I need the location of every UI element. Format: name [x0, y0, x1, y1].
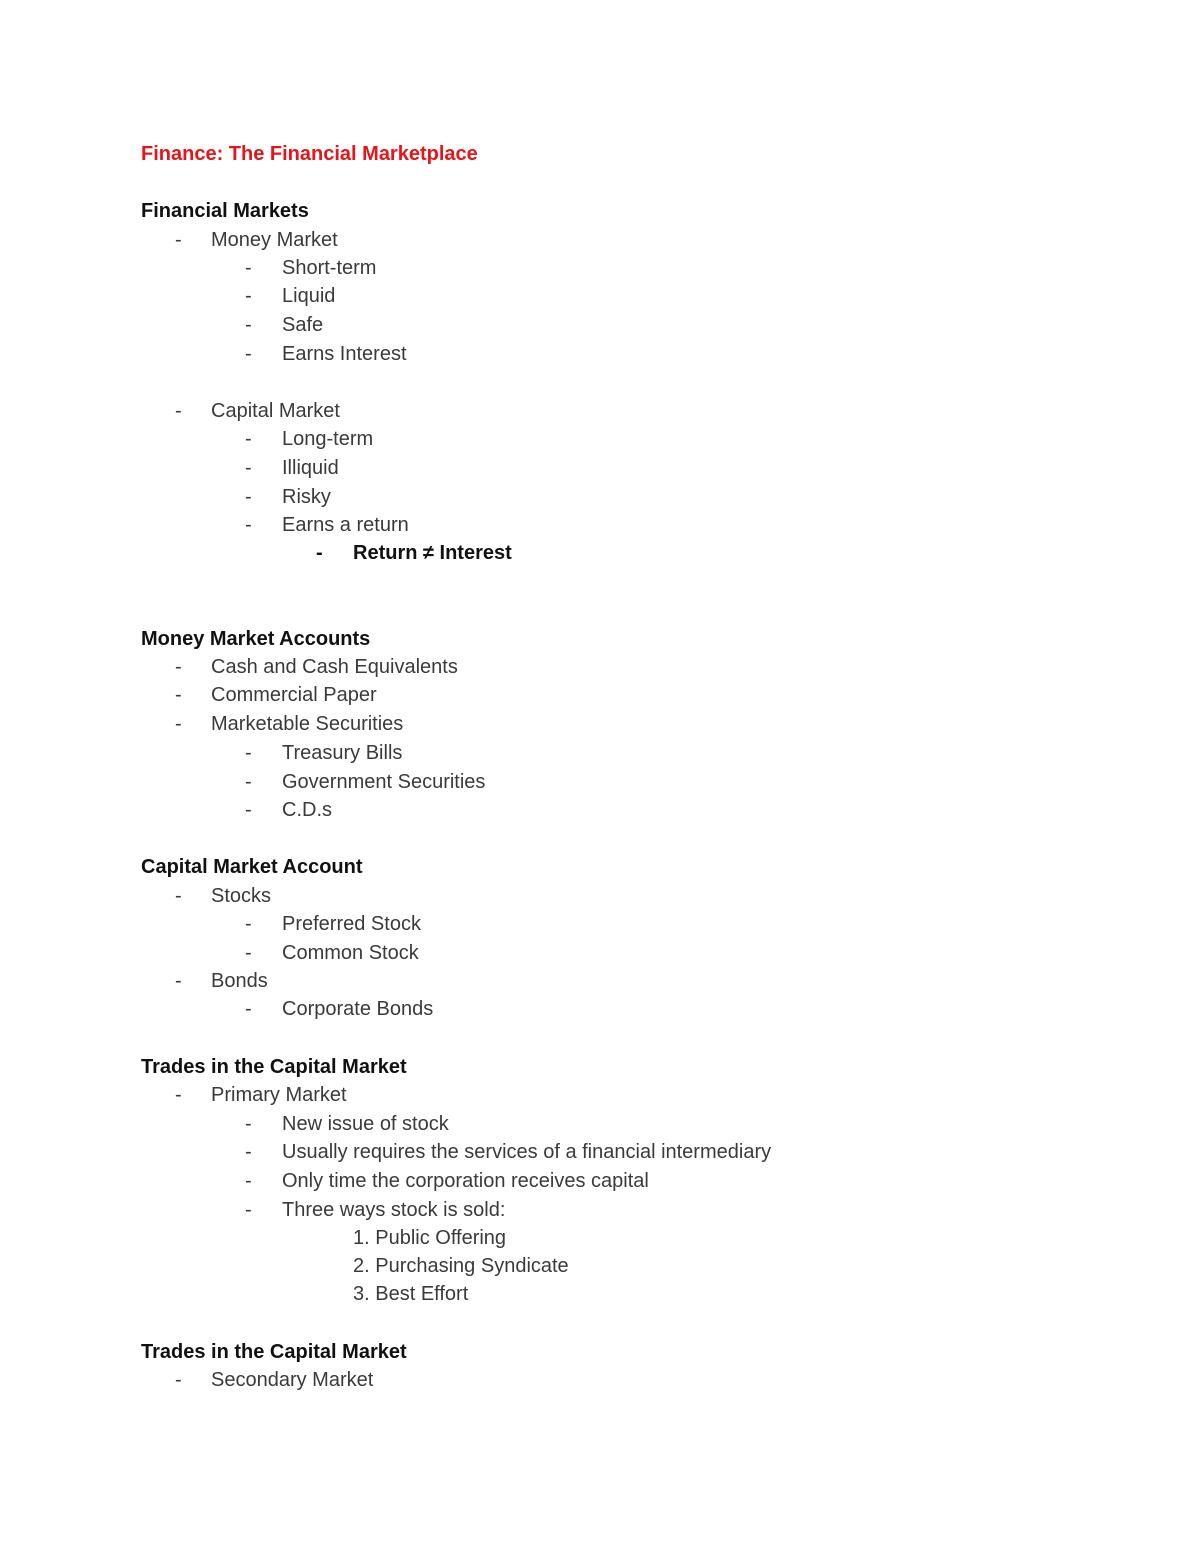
list-item: - Cash and Cash Equivalents — [175, 656, 458, 678]
list-item: - Risky — [245, 486, 331, 508]
list-item: - Earns a return — [245, 514, 409, 536]
list-item: - Illiquid — [245, 457, 339, 479]
numbered-item: 1. Public Offering — [353, 1227, 507, 1249]
list-item-stocks: - Stocks — [175, 885, 272, 907]
list-item-return-note: - Return ≠ Interest — [316, 542, 512, 564]
list-item: - Three ways stock is sold: — [245, 1199, 506, 1221]
list-item: - Commercial Paper — [175, 684, 377, 706]
list-item: - Treasury Bills — [245, 742, 403, 764]
list-item: - C.D.s — [245, 799, 332, 821]
list-item: - Only time the corporation receives capital — [245, 1170, 649, 1192]
list-item: - Safe — [245, 314, 324, 336]
list-item: - New issue of stock — [245, 1113, 449, 1135]
list-item: - Long-term — [245, 428, 374, 450]
numbered-item: 2. Purchasing Syndicate — [353, 1255, 569, 1277]
list-item: - Liquid — [245, 285, 336, 307]
list-item: - Corporate Bonds — [245, 998, 434, 1020]
list-item: - Short-term — [245, 257, 377, 279]
list-item-bonds: - Bonds — [175, 970, 268, 992]
numbered-item: 3. Best Effort — [353, 1283, 469, 1305]
section-heading-trades-secondary: Trades in the Capital Market — [141, 1341, 407, 1363]
section-heading-trades-primary: Trades in the Capital Market — [141, 1056, 407, 1078]
list-item: - Preferred Stock — [245, 913, 421, 935]
section-heading-money-market-accounts: Money Market Accounts — [141, 628, 371, 650]
document-title: Finance: The Financial Marketplace — [141, 143, 478, 165]
list-item: - Government Securities — [245, 771, 486, 793]
list-item-capital-market: - Capital Market — [175, 400, 340, 422]
list-item-primary-market: - Primary Market — [175, 1084, 347, 1106]
list-item-secondary-market: - Secondary Market — [175, 1369, 374, 1391]
list-item: - Earns Interest — [245, 343, 407, 365]
section-heading-financial-markets: Financial Markets — [141, 200, 309, 222]
list-item-money-market: - Money Market — [175, 229, 338, 251]
list-item: - Common Stock — [245, 942, 419, 964]
section-heading-capital-market-account: Capital Market Account — [141, 856, 363, 878]
list-item: - Usually requires the services of a financial intermediary — [245, 1141, 772, 1163]
list-item: - Marketable Securities — [175, 713, 404, 735]
